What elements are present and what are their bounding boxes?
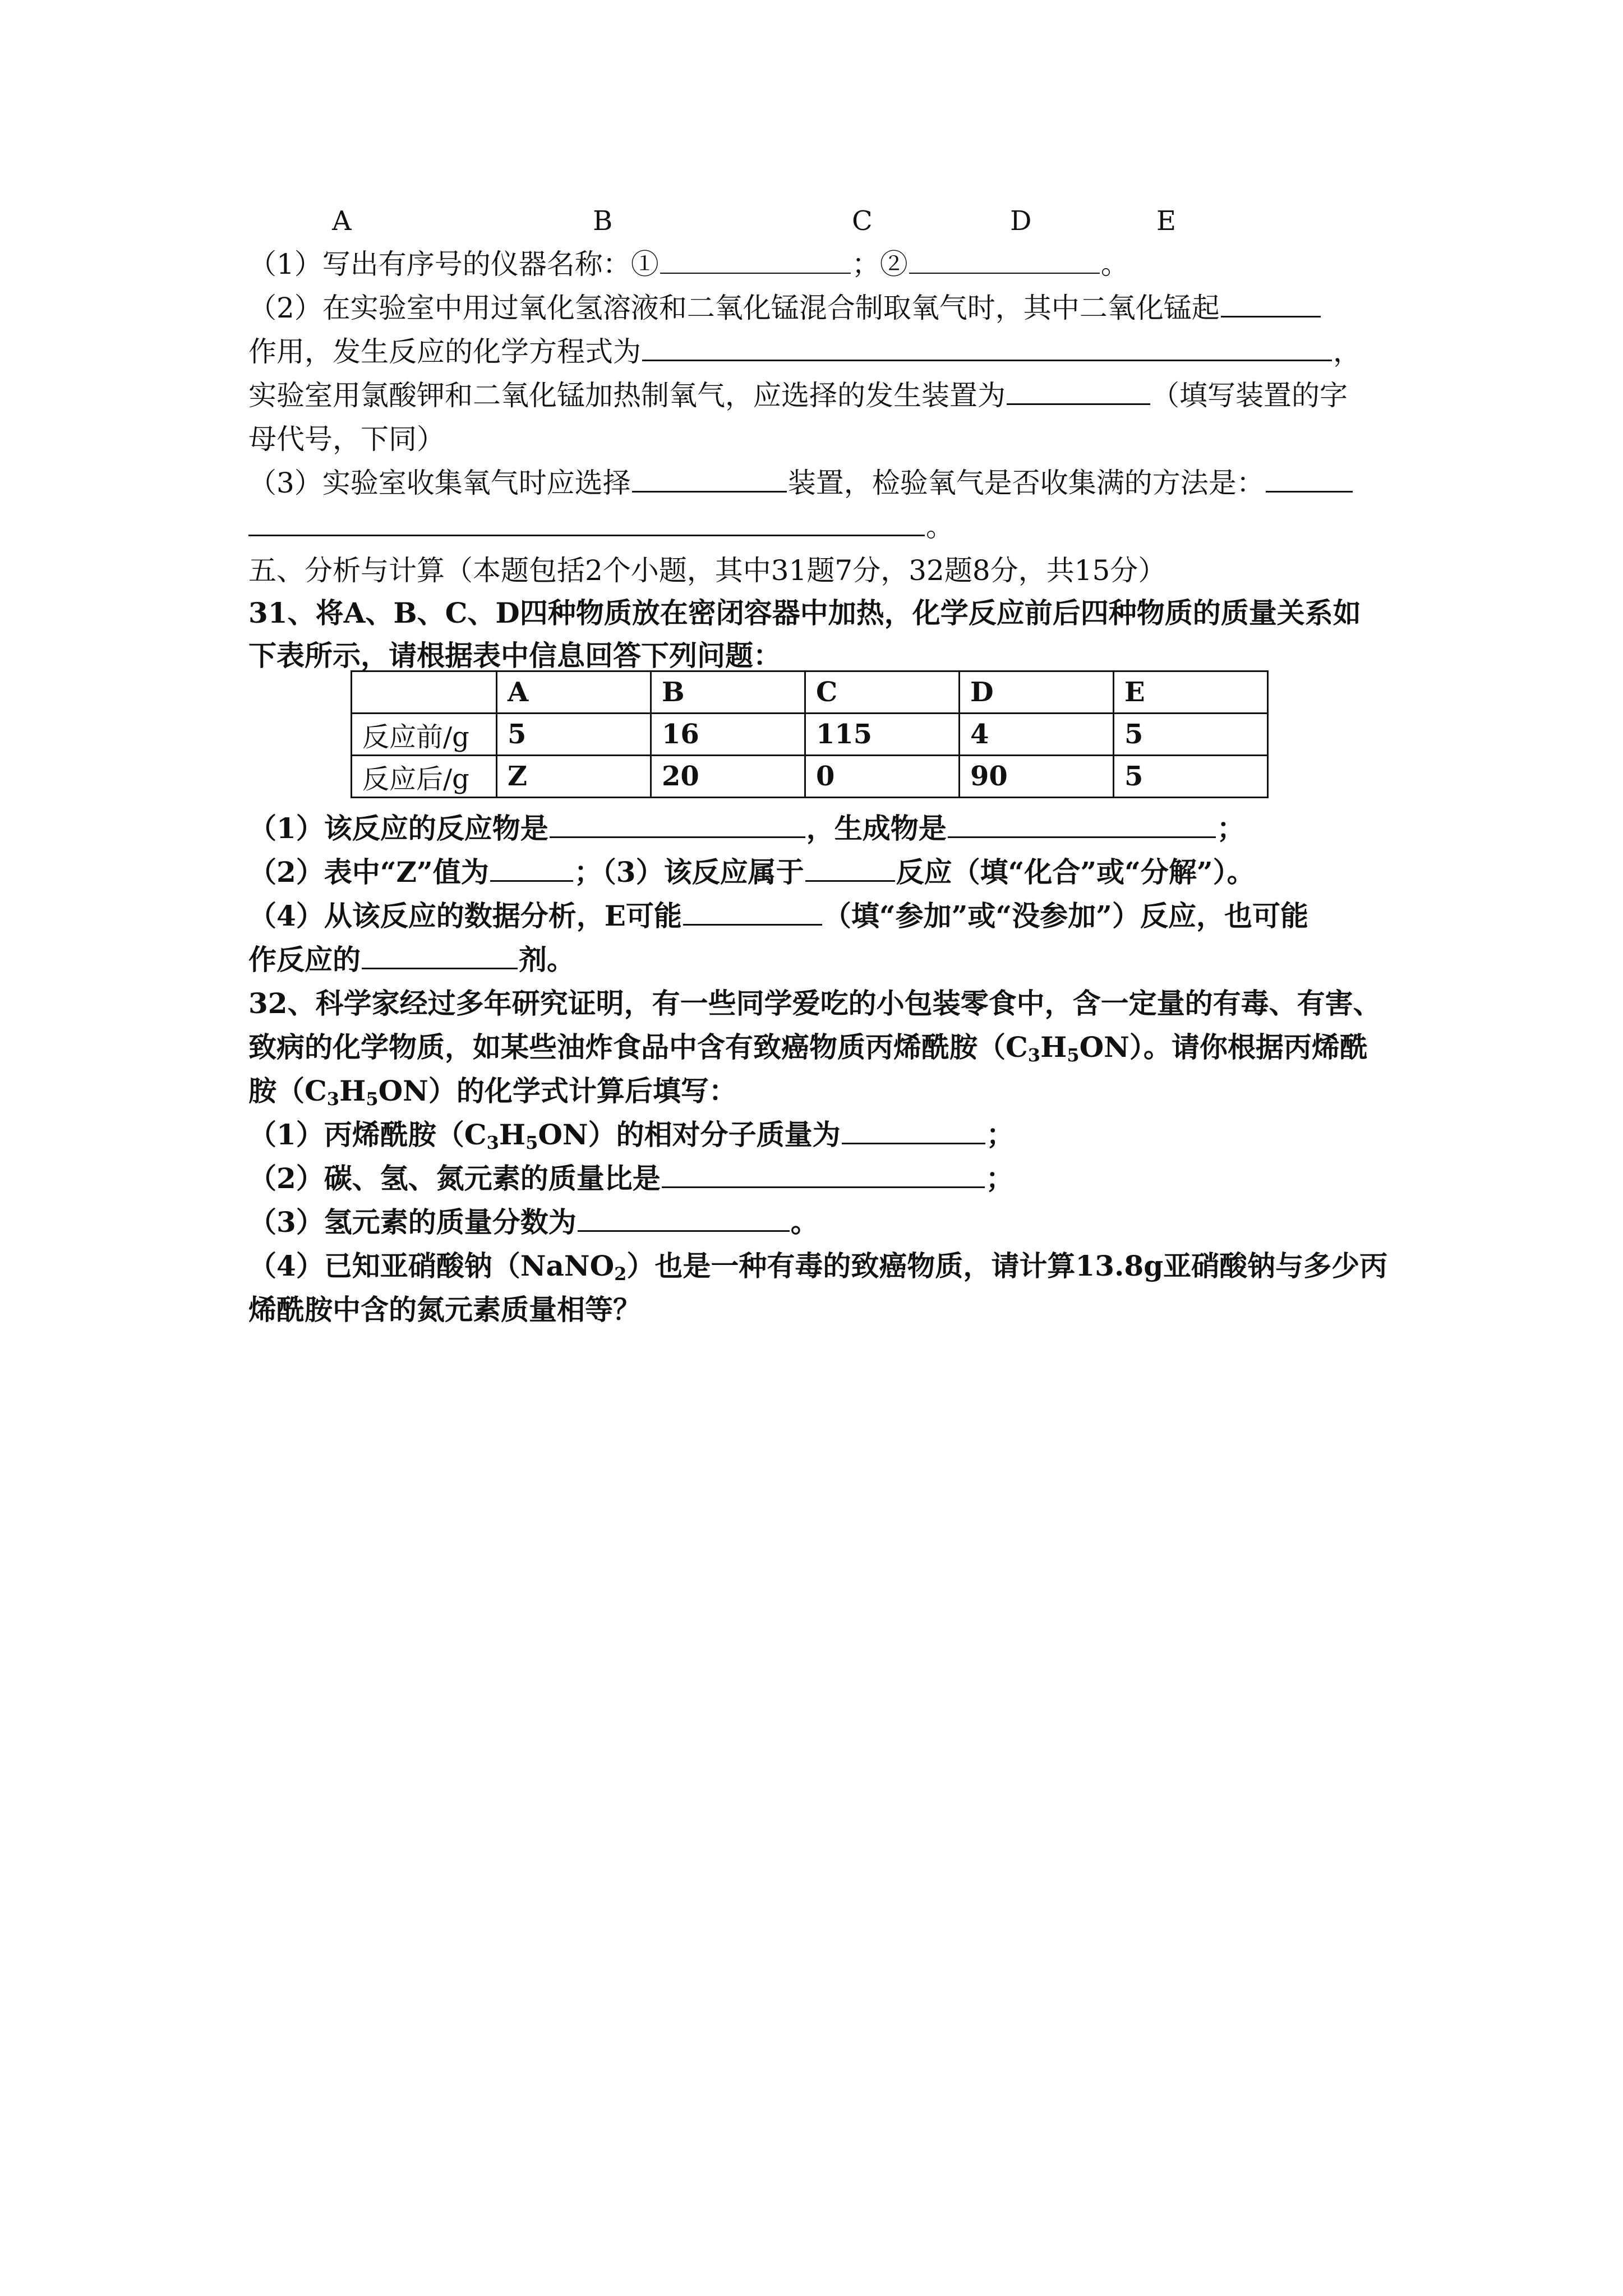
table-cell: 5	[497, 714, 651, 756]
table-cell: E	[1114, 671, 1268, 714]
apparatus-label-b: B	[593, 205, 613, 237]
apparatus-label-c: C	[852, 205, 873, 237]
q31-part4-line1: （4）从该反应的数据分析，E可能 （填“参加”或“没参加”）反应，也可能	[248, 899, 1308, 932]
apparatus-label-d: D	[1010, 205, 1032, 237]
q32-stem-line2: 致病的化学物质，如某些油炸食品中含有致癌物质丙烯酰胺$(C_3H_5ON)$。请你根据丙烯酰	[248, 1030, 1368, 1066]
q31-stem-line1: 31、将A、B、C、D四种物质放在密闭容器中加热，化学反应前后四种物质的质量关系如	[248, 596, 1361, 629]
table-cell: 20	[651, 756, 805, 798]
table-cell: 16	[651, 714, 805, 756]
answer-blank	[660, 248, 851, 274]
table-cell: D	[960, 671, 1114, 714]
q32-part4-line1: （4）已知亚硝酸钠（NaNO$_2$）也是一种有毒的致癌物质，请计算13.8g亚硝酸钠与多少丙	[248, 1249, 1388, 1285]
answer-blank	[805, 855, 895, 882]
apparatus-label-e: E	[1156, 205, 1177, 237]
q30-part2-line3: 实验室用氯酸钾和二氧化锰加热制氧气，应选择的发生装置为 （填写装置的字	[248, 379, 1348, 412]
answer-blank	[550, 812, 805, 838]
answer-blank	[642, 335, 1332, 361]
q30-part2-line4: 母代号，下同）	[248, 423, 445, 455]
table-row	[352, 714, 1268, 756]
q30-part2-line2: 作用，发生反应的化学方程式为 ，	[248, 335, 1361, 368]
q30-part3-line1: （3）实验室收集氧气时应选择 装置，检验氧气是否收集满的方法是：	[248, 466, 1354, 500]
table-cell: 反应前/g	[352, 714, 497, 756]
q32-part3: （3）氢元素的质量分数为 。	[248, 1205, 819, 1239]
table-cell: B	[651, 671, 805, 714]
answer-blank	[1266, 466, 1353, 493]
answer-blank	[683, 899, 822, 926]
q31-part2-3: （2）表中“Z”值为 ；（3）该反应属于 反应（填“化合”或“分解”）。	[248, 855, 1255, 889]
table-cell: Z	[497, 756, 651, 798]
answer-blank	[632, 466, 787, 493]
section5-heading: 五、分析与计算（本题包括2个小题，其中31题7分，32题8分，共15分）	[248, 554, 1166, 587]
table-cell: 4	[960, 714, 1114, 756]
table-cell: 115	[805, 714, 960, 756]
answer-blank	[1221, 291, 1321, 318]
answer-blank	[362, 943, 518, 969]
answer-blank	[578, 1205, 790, 1232]
table-cell: C	[805, 671, 960, 714]
table-cell: 5	[1114, 714, 1268, 756]
answer-blank	[1007, 379, 1150, 405]
mass-data-table	[351, 670, 1269, 798]
table-cell: 90	[960, 756, 1114, 798]
answer-blank	[948, 812, 1216, 838]
table-cell	[352, 671, 497, 714]
answer-blank	[248, 510, 925, 536]
answer-blank	[842, 1118, 985, 1144]
answer-blank	[909, 248, 1100, 274]
q30-part3-line2: 。	[248, 509, 954, 544]
q32-part1: （1）丙烯酰胺$(C_3H_5ON)$的相对分子质量为 ；	[248, 1118, 1015, 1153]
q31-stem-line2: 下表所示，请根据表中信息回答下列问题：	[248, 639, 781, 672]
q32-stem-line3: 胺$(C_3H_5ON)$的化学式计算后填写：	[248, 1074, 737, 1110]
table-cell: 反应后/g	[352, 756, 497, 798]
q32-stem-line1: 32、科学家经过多年研究证明，有一些同学爱吃的小包装零食中，含一定量的有毒、有害、	[248, 987, 1381, 1020]
table-cell: A	[497, 671, 651, 714]
q30-part2-line1: （2）在实验室中用过氧化氢溶液和二氧化锰混合制取氧气时，其中二氧化锰起	[248, 291, 1322, 325]
answer-blank	[662, 1162, 985, 1188]
table-row	[352, 756, 1268, 798]
q31-part1: （1）该反应的反应物是 ，生成物是 ；	[248, 812, 1245, 845]
q30-part1: （1）写出有序号的仪器名称：① ；② 。	[248, 248, 1129, 280]
q32-part4-line2: 烯酰胺中含的氮元素质量相等？	[248, 1293, 641, 1326]
table-cell: 0	[805, 756, 960, 798]
apparatus-label-a: A	[332, 205, 352, 237]
table-header-row	[352, 671, 1268, 714]
table-cell: 5	[1114, 756, 1268, 798]
answer-blank	[490, 855, 573, 882]
q31-part4-line2: 作反应的 剂。	[248, 943, 575, 976]
q32-part2: （2）碳、氢、氮元素的质量比是 ；	[248, 1162, 1014, 1195]
